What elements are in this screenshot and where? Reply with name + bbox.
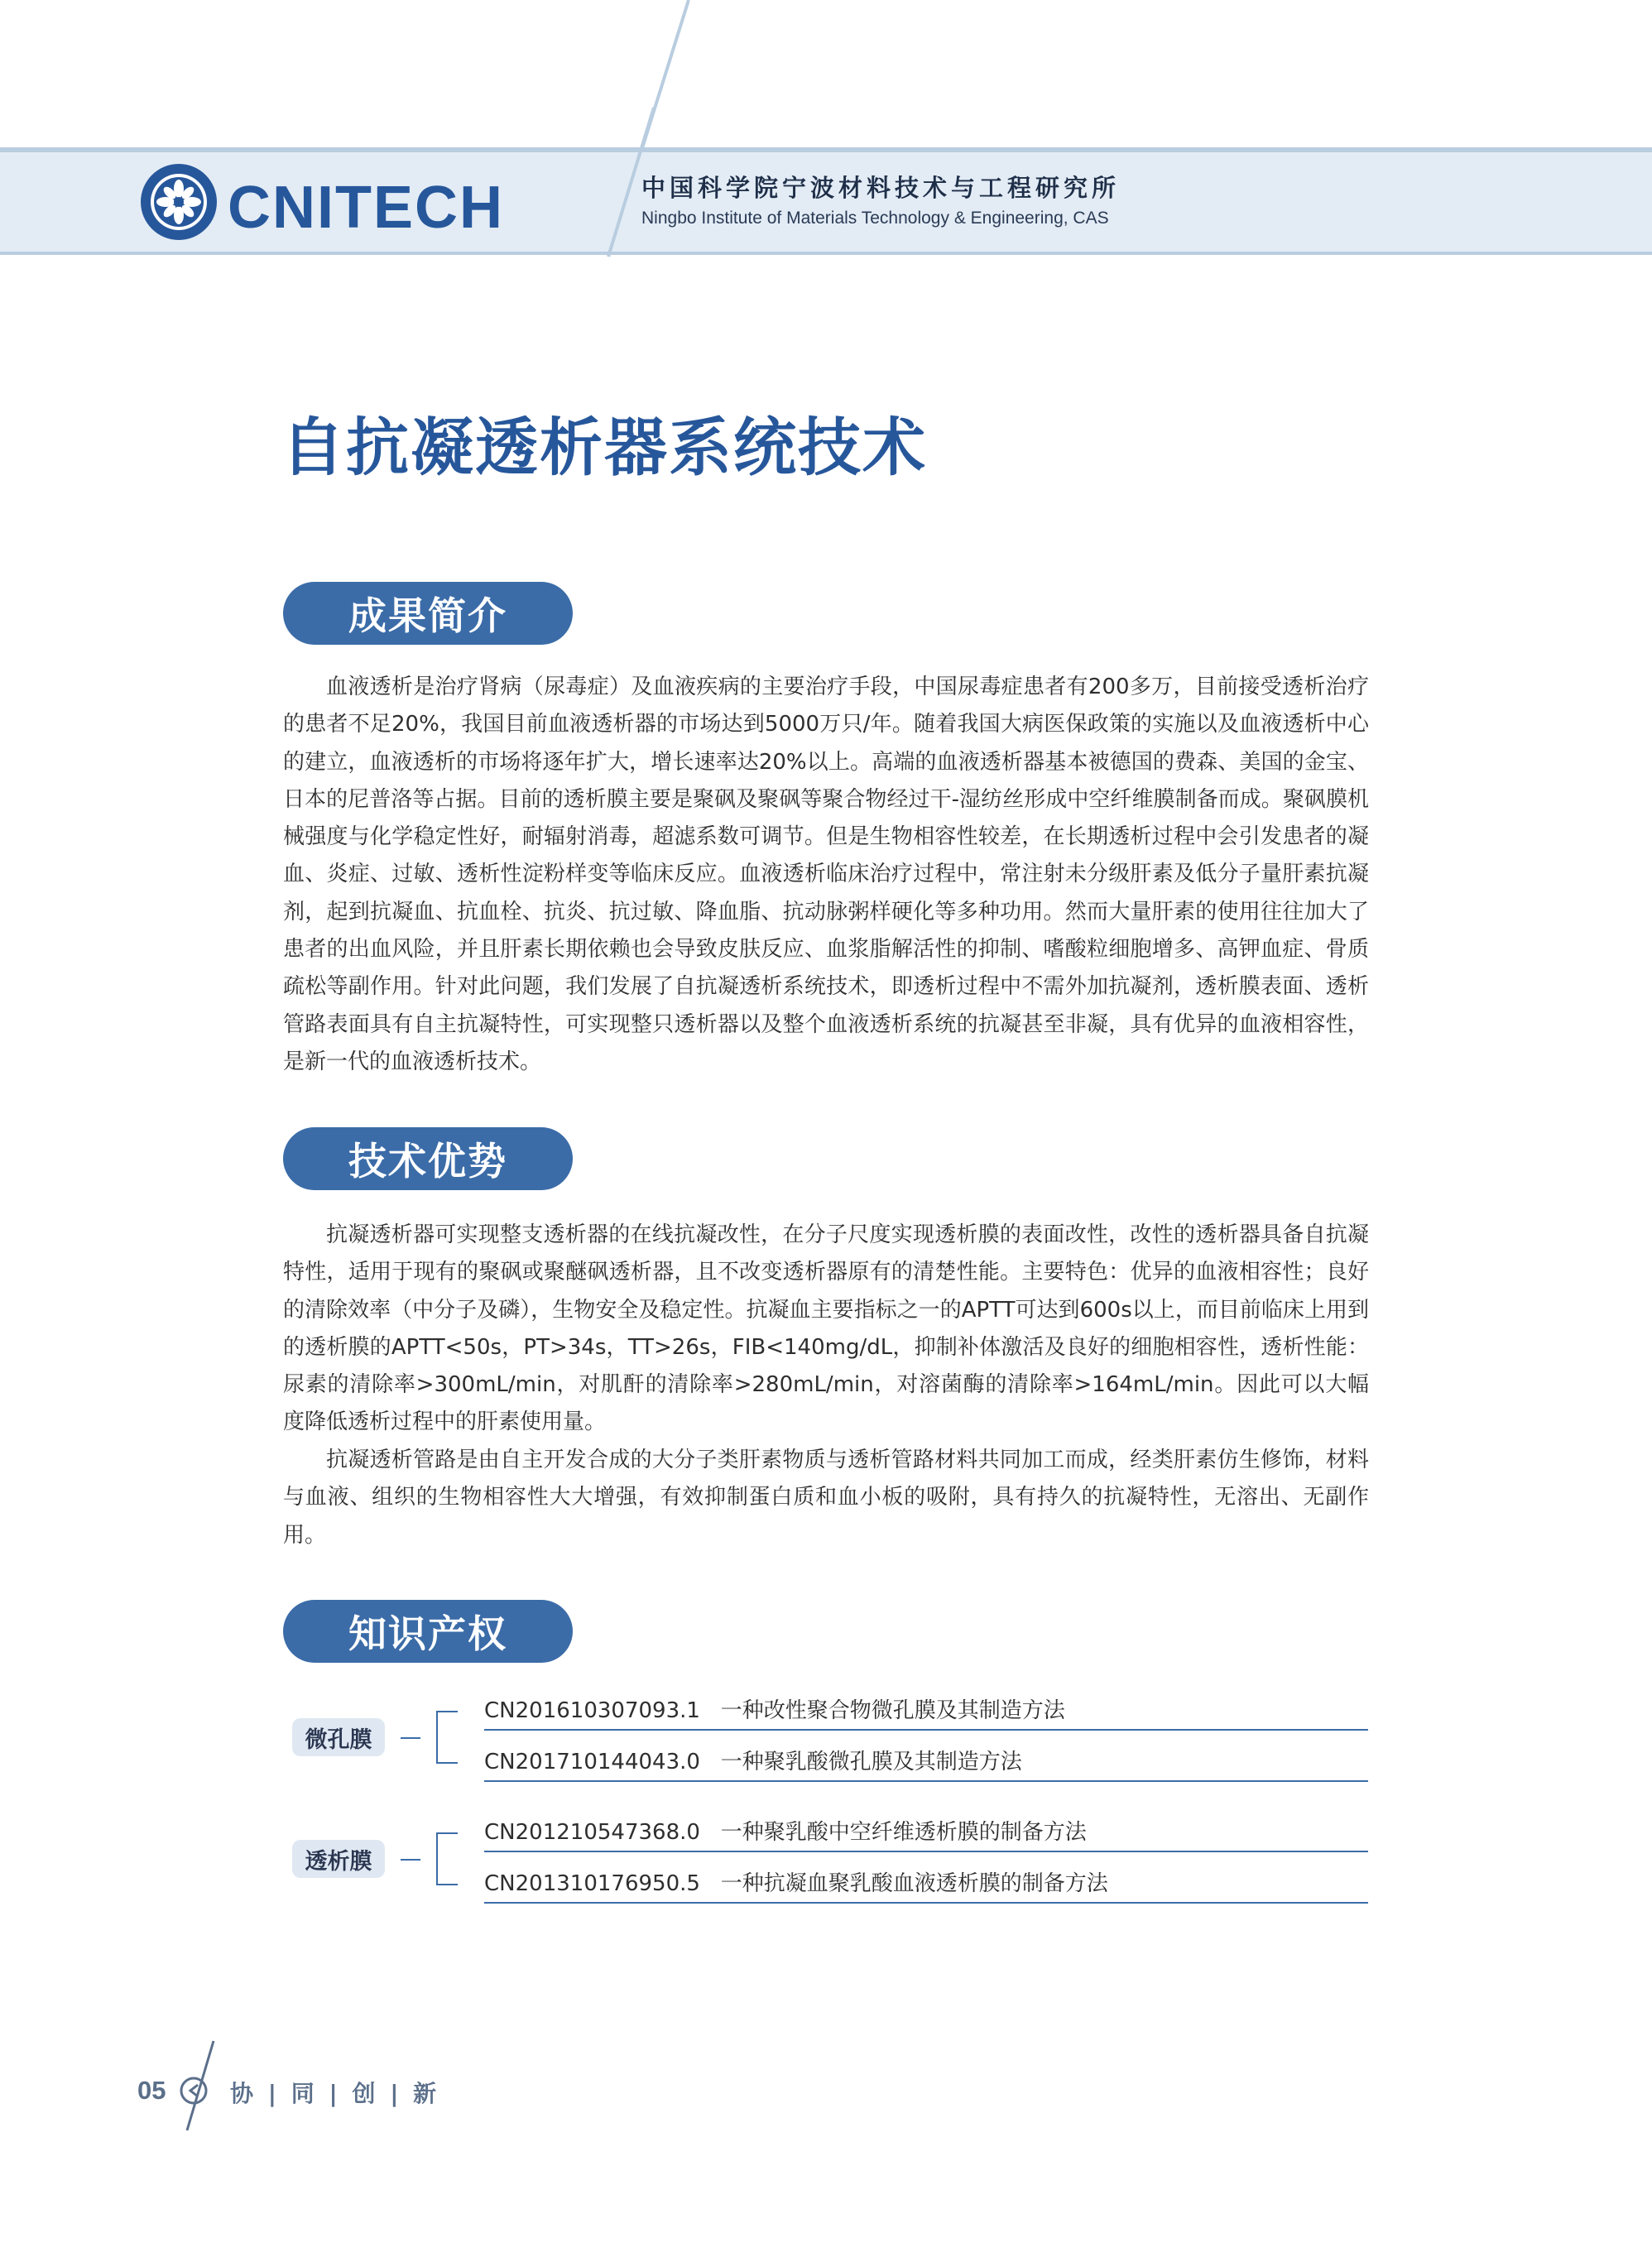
section-heading-ip: 知识产权 xyxy=(283,1600,573,1663)
section-heading-advantages: 技术优势 xyxy=(283,1127,573,1190)
tree-bracket xyxy=(436,1711,438,1764)
advantages-paragraph-2: 抗凝透析管路是由自主开发合成的大分子类肝素物质与透析管路材料共同加工而成，经类肝素仿生修饰，材料与血液、组织的生物相容性大大增强，有效抑制蛋白质和血小板的吸附，具有持久的抗凝特性，无溶出、无副作用。 xyxy=(283,1448,1369,1548)
institute-name-en: Ningbo Institute of Materials Technology & Engineering, CAS xyxy=(641,209,1109,228)
tree-connector xyxy=(401,1859,420,1861)
tree-bracket xyxy=(436,1832,438,1885)
advantages-paragraph-1: 抗凝透析器可实现整支透析器的在线抗凝改性，在分子尺度实现透析膜的表面改性，改性的透析器具备自抗凝特性，适用于现有的聚砜或聚醚砜透析器，且不改变透析器原有的清楚性能。主要特色：优异的血液相容性；良好的清除效率（中分子及磷），生物安全及稳定性。抗凝血主要指标之一的APTT可达到600s以上，而目前临床上用到的透析膜的APTT<50s，PT>34s，TT>26s，FIB<140mg/dL，抑制补体激活及良好的细胞相容性，透析性能：尿素的清除率>300mL/min，对肌酐的清除率>280mL/min，对溶菌酶的清除率>164mL/min。因此可以大幅度降低透析过程中的肝素使用量。 xyxy=(283,1222,1369,1435)
ip-group-label: 微孔膜 xyxy=(292,1718,385,1756)
patent-item: CN201310176950.5 一种抗凝血聚乳酸血液透析膜的制备方法 xyxy=(484,1866,1368,1904)
tree-branch xyxy=(436,1884,458,1885)
page-number: 05 xyxy=(137,2076,166,2105)
tree-branch xyxy=(436,1711,458,1712)
logo-wordmark: CNITECH xyxy=(228,175,504,241)
footer-slogan: 协 | 同 | 创 | 新 xyxy=(230,2080,440,2107)
patent-item: CN201210547368.0 一种聚乳酸中空纤维透析膜的制备方法 xyxy=(484,1814,1368,1852)
tree-branch xyxy=(436,1762,458,1764)
footer-arrow-icon xyxy=(170,2036,228,2135)
section-heading-intro: 成果简介 xyxy=(283,582,573,645)
intro-paragraph: 血液透析是治疗肾病（尿毒症）及血液疾病的主要治疗手段，中国尿毒症患者有200多万，目前接受透析治疗的患者不足20%，我国目前血液透析器的市场达到5000万只/年。随着我国大病医保政策的实施以及血液透析中心的建立，血液透析的市场将逐年扩大，增长速率达20%以上。高端的血液透析器基本被德国的费森、美国的金宝、日本的尼普洛等占据。目前的透析膜主要是聚砜及聚砜等聚合物经过干-湿纺丝形成中空纤维膜制备而成。聚砜膜机械强度与化学稳定性好，耐辐射消毒，超滤系数可调节。但是生物相容性较差，在长期透析过程中会引发患者的凝血、炎症、过敏、透析性淀粉样变等临床反应。血液透析临床治疗过程中，常注射未分级肝素及低分子量肝素抗凝剂，起到抗凝血、抗血栓、抗炎、抗过敏、降血脂、抗动脉粥样硬化等多种功用。然而大量肝素的使用往往加大了患者的出血风险，并且肝素长期依赖也会导致皮肤反应、血浆脂解活性的抑制、嗜酸粒细胞增多、高钾血症、骨质疏松等副作用。针对此问题，我们发展了自抗凝透析系统技术，即透析过程中不需外加抗凝剂，透析膜表面、透析管路表面具有自主抗凝特性，可实现整只透析器以及整个血液透析系统的抗凝甚至非凝，具有优异的血液相容性，是新一代的血液透析技术。 xyxy=(283,675,1369,1074)
ip-group-label: 透析膜 xyxy=(292,1840,385,1878)
cas-emblem-icon xyxy=(139,162,219,242)
tree-connector xyxy=(401,1737,420,1739)
patent-item: CN201710144043.0 一种聚乳酸微孔膜及其制造方法 xyxy=(484,1744,1368,1782)
institute-name-cn: 中国科学院宁波材料技术与工程研究所 xyxy=(641,174,1121,202)
tree-branch xyxy=(436,1832,458,1834)
patent-item: CN201610307093.1 一种改性聚合物微孔膜及其制造方法 xyxy=(484,1693,1368,1731)
page-title: 自抗凝透析器系统技术 xyxy=(281,411,927,484)
